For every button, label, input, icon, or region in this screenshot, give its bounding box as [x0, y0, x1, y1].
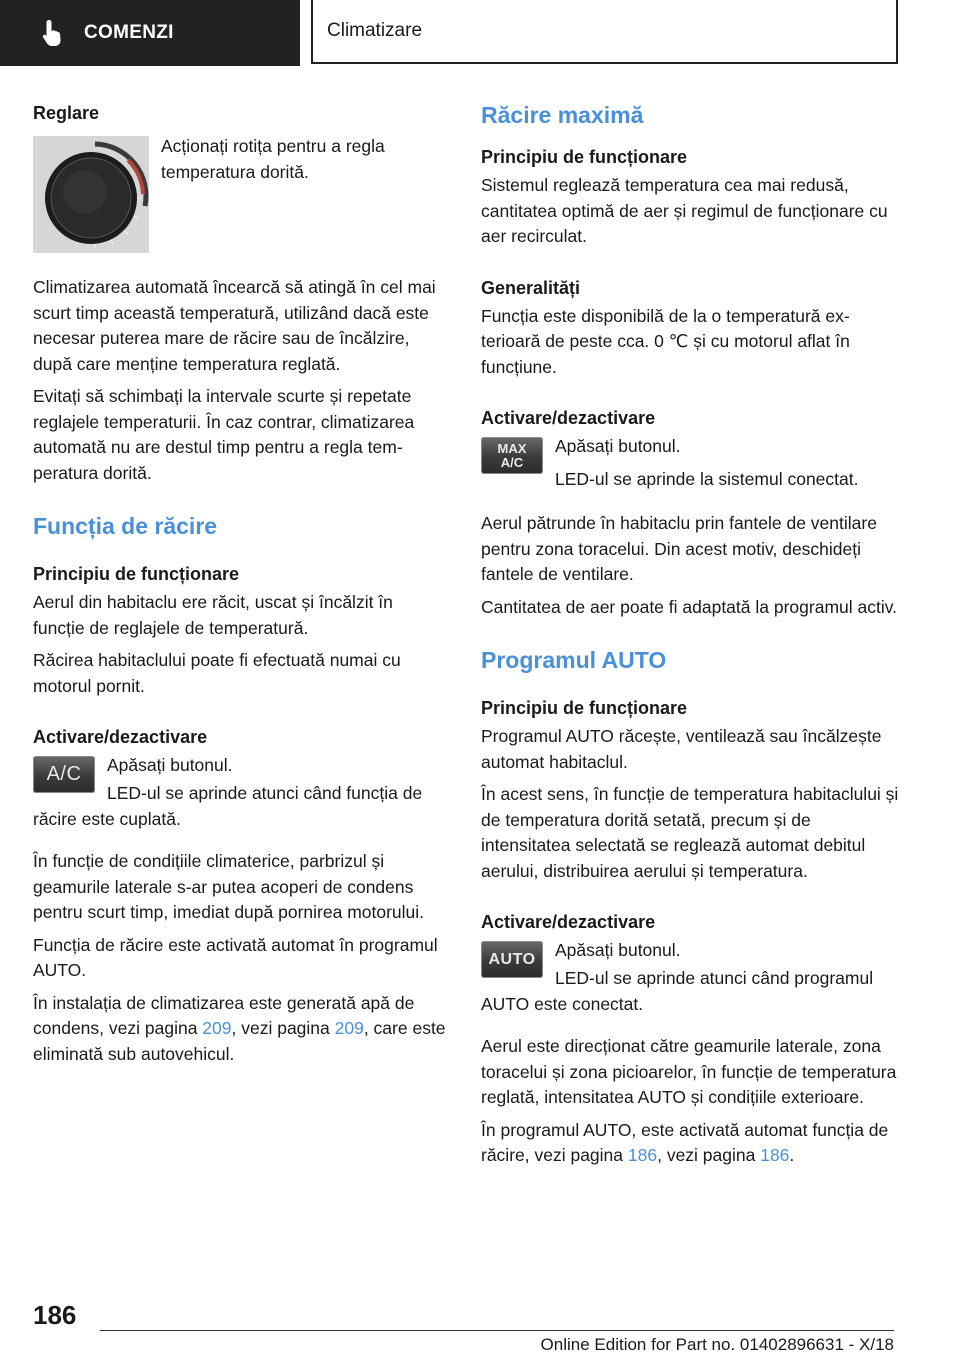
- max-button-texts: [555, 434, 858, 499]
- page-link-209-a[interactable]: 209: [202, 1018, 232, 1038]
- section-tab: [0, 0, 300, 66]
- racire-heading: Funcția de răcire: [33, 513, 218, 539]
- hand-pointer-icon: [40, 18, 66, 48]
- reglare-caption: Acționați rotița pentru a regla temperatura dorită.: [161, 136, 385, 182]
- reglare-title: Reglare: [33, 103, 100, 123]
- auto-press-text: Apăsați butonul.: [555, 940, 681, 960]
- racire-para-cond: În funcție de condițiile climaterice, parbrizul și geamurile laterale s-ar putea acoperi de condens pentru scurt timp, imediat după pornirea motorului.: [33, 851, 425, 922]
- chapter-title: Climatizare: [327, 20, 423, 41]
- page-link-186-a[interactable]: 186: [627, 1145, 658, 1165]
- auto-button-image: [481, 941, 543, 978]
- section-label: COMENZI: [84, 22, 174, 43]
- max-activation-title: Activare/dezactivare: [481, 408, 656, 428]
- max-ac-button-line1: MAX: [497, 440, 527, 456]
- edition-text: Online Edition for Part no. 01402896631 - X/18: [540, 1335, 894, 1354]
- max-principle-title: Principiu de funcționare: [481, 147, 688, 167]
- racire-para-auto: Funcția de răcire este activată automat în programul AUTO.: [33, 934, 438, 980]
- max-ac-button-row: [481, 437, 901, 499]
- auto-principle-title: Principiu de funcționare: [481, 698, 688, 718]
- page-link-209-b[interactable]: 209: [334, 1018, 364, 1038]
- racire-activation-title: Activare/dezactivare: [33, 727, 208, 747]
- right-column: [481, 100, 901, 1176]
- auto-para-dir: Aerul este direcționat către geamurile laterale, zona toracelui și zona picioarelor, în funcție de temperatura reglată, intensitatea AUTO și condițiile exterioare.: [481, 1036, 897, 1107]
- reglare-para2: Evitați să schimbați la intervale scurte și repetate reglajele temperaturii. În caz contrar, climatizarea automată nu are destul timp pentru a regla temperatura dorită.: [33, 386, 415, 483]
- page-link-186-b[interactable]: 186: [760, 1145, 790, 1165]
- racire-principle-p1: Aerul din habitaclu ere răcit, uscat și încălzit în funcție de reglajele de temperatură.: [33, 592, 393, 638]
- max-ac-button-image: [481, 437, 543, 474]
- auto-heading: Programul AUTO: [481, 647, 667, 673]
- racire-principle-title: Principiu de funcționare: [33, 564, 240, 584]
- chapter-header: [311, 0, 898, 64]
- auto-activation-title: Activare/dezactivare: [481, 912, 656, 932]
- max-para-qty: Cantitatea de aer poate fi adaptată la programul activ.: [481, 596, 898, 617]
- reglare-para1: Climatizarea automată încearcă să atingă în cel mai scurt timp această temperatură, utilizând dacă este necesar puterea mare de răcire sau de încălzire, după care menține temperatura reglată.: [33, 277, 436, 374]
- max-general-p: Funcția este disponibilă de la o temperatură exterioară de peste cca. 0 ℃ și cu motorul aflat în funcțiune.: [481, 305, 850, 377]
- max-principle-p: Sistemul reglează temperatura cea mai redusă, cantitatea optimă de aer și regimul de funcționare cu aer recirculat.: [481, 175, 888, 246]
- max-ac-button-line2: A/C: [500, 454, 524, 470]
- ac-button-image: [33, 756, 95, 793]
- auto-button-label: AUTO: [488, 950, 536, 968]
- auto-led-text: LED-ul se aprinde atunci când programul AUTO este conectat.: [481, 968, 874, 1014]
- ac-press-text: Apăsați butonul.: [107, 755, 233, 775]
- max-press-text: Apăsați butonul.: [555, 436, 681, 456]
- auto-principle-p1: Programul AUTO răcește, ventilează sau încălzește automat habitaclul.: [481, 726, 882, 772]
- ac-button-label: A/C: [46, 763, 82, 785]
- auto-principle-p2: În acest sens, în funcție de temperatura habitaclului și de temperatura dorită setată, precum și de intensitatea selectată se reglează automat debitul aerului, distribuirea aerului și temperatura.: [481, 784, 899, 881]
- racire-principle-p2: Răcirea habitaclului poate fi efectuată numai cu motorul pornit.: [33, 650, 401, 696]
- page-number: 186: [33, 1300, 77, 1330]
- racire-para-water: În instalația de climatizarea este generată apă de condens, vezi pagina 209, vezi pagina 209, care este eliminată sub autovehicul.: [33, 992, 446, 1064]
- left-column: [33, 100, 448, 1074]
- auto-para-prog: În programul AUTO, este activată automat funcția de răcire, vezi pagina 186, vezi pagina 186.: [481, 1119, 889, 1165]
- max-general-title: Generalități: [481, 277, 581, 298]
- max-led-text: LED-ul se aprinde la sistemul conectat.: [555, 468, 859, 489]
- temperature-knob-image: [33, 136, 149, 253]
- max-para-air: Aerul pătrunde în habitaclu prin fantele de ventilare pentru zona toracelui. Din acest motiv, deschideți fantele de ventilare.: [481, 513, 877, 584]
- reglare-figure-row: [33, 136, 448, 253]
- footer-divider: [100, 1330, 894, 1331]
- ac-led-text: LED-ul se aprinde atunci când funcția de răcire este cuplată.: [33, 783, 423, 829]
- rotary-knob-icon: [33, 136, 149, 253]
- max-heading: Răcire maximă: [481, 102, 644, 128]
